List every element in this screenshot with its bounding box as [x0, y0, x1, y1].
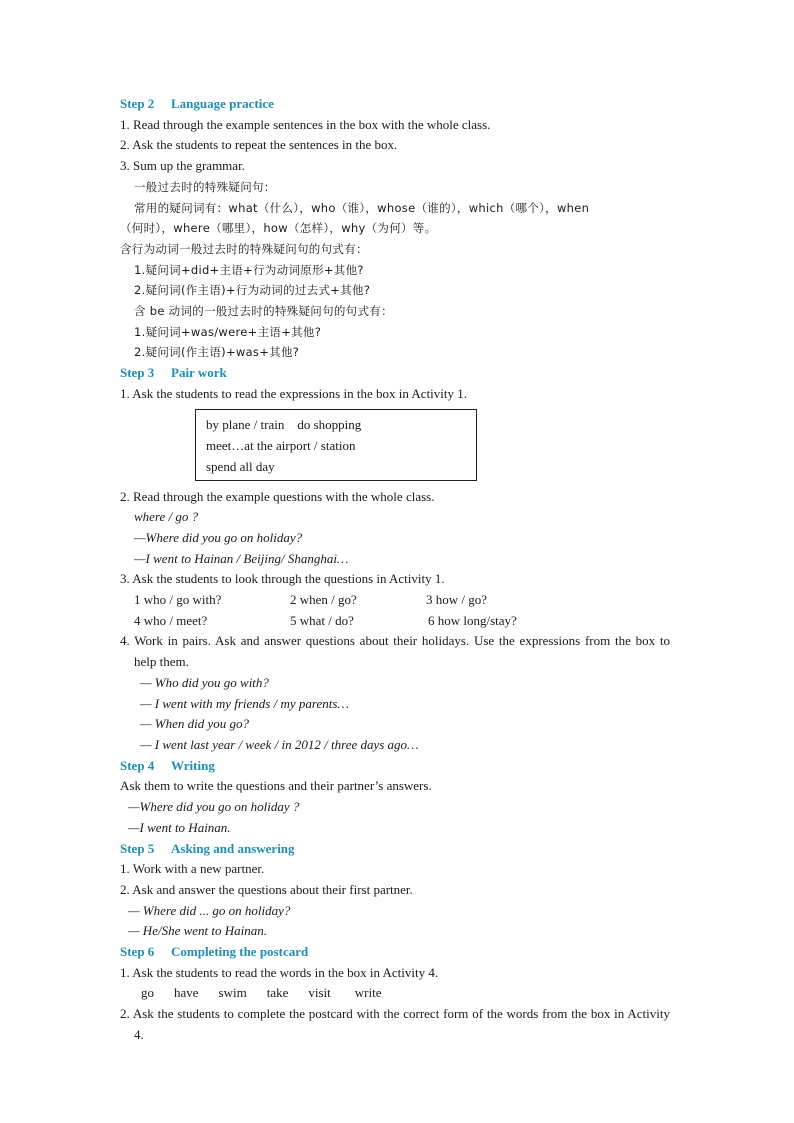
- questions-row: [120, 611, 670, 632]
- step3-item-2: 2. Read through the example questions with the whole class.: [120, 488, 435, 504]
- grammar-line: 1.疑问词+was/were+主语+其他?: [134, 324, 322, 339]
- grammar-line: 2.疑问词(作主语)+行为动词的过去式+其他?: [134, 283, 371, 298]
- step4-text: Ask them to write the questions and their partner’s answers.: [120, 778, 432, 794]
- question: 3 how / go?: [426, 592, 488, 608]
- step3-heading: [120, 363, 670, 384]
- question: 6 how long/stay?: [428, 612, 517, 628]
- step6-item-1: 1. Ask the students to read the words in the box in Activity 4.: [120, 964, 439, 980]
- step-title: Pair work: [171, 365, 227, 381]
- box-line: by plane / train do shopping: [206, 416, 362, 432]
- grammar-line: 常用的疑问词有：what（什么），who（谁），whose（谁的），which（哪个），when: [134, 200, 590, 215]
- grammar-line: 2.疑问词(作主语)+was+其他?: [134, 345, 300, 360]
- dialog-line: —Where did you go on holiday ?: [128, 799, 300, 815]
- expressions-box: [195, 409, 477, 481]
- step-number: Step 6: [120, 944, 155, 960]
- step3-item-4: 4. Work in pairs. Ask and answer questions about their holidays. Use the expressions from the box to help them.: [120, 633, 670, 670]
- example-line: —I went to Hainan / Beijing/ Shanghai…: [134, 550, 349, 566]
- step-number: Step 4: [120, 757, 155, 773]
- step-number: Step 5: [120, 840, 155, 856]
- step3-item-3: 3. Ask the students to look through the questions in Activity 1.: [120, 571, 445, 587]
- step4-heading: [120, 756, 670, 777]
- dialog-line: — Who did you go with?: [140, 674, 269, 690]
- dialog-line: —I went to Hainan.: [128, 819, 231, 835]
- example-line: —Where did you go on holiday?: [134, 529, 303, 545]
- example-line: where / go ?: [134, 509, 199, 525]
- step2-item-3: 3. Sum up the grammar.: [120, 158, 245, 174]
- step5-item-1: 1. Work with a new partner.: [120, 861, 265, 877]
- word: visit: [308, 985, 331, 1001]
- step2-heading: [120, 94, 670, 115]
- question: 5 what / do?: [290, 612, 354, 628]
- question: 1 who / go with?: [134, 592, 222, 608]
- grammar-line: 含行为动词一般过去时的特殊疑问句的句式有：: [120, 241, 368, 256]
- dialog-line: — He/She went to Hainan.: [128, 923, 268, 939]
- grammar-line: （何时），where（哪里），how（怎样），why（为何）等。: [120, 221, 437, 236]
- step2-item-1: 1. Read through the example sentences in the box with the whole class.: [120, 116, 491, 132]
- step2-item-2: 2. Ask the students to repeat the sentences in the box.: [120, 137, 398, 153]
- step-title: Language practice: [171, 96, 274, 111]
- step6-heading: [120, 942, 670, 963]
- step-number: Step 2: [120, 96, 155, 111]
- step-title: Completing the postcard: [171, 944, 309, 960]
- question: 2 when / go?: [290, 592, 357, 608]
- box-line: spend all day: [206, 458, 275, 474]
- step-title: Writing: [171, 757, 215, 773]
- word: swim: [218, 985, 247, 1001]
- step-number: Step 3: [120, 365, 155, 381]
- step3-item-1: 1. Ask the students to read the expressions in the box in Activity 1.: [120, 385, 467, 401]
- step-title: Asking and answering: [171, 840, 295, 856]
- step5-heading: [120, 839, 670, 860]
- lesson-page: [120, 94, 670, 1046]
- word: have: [174, 985, 199, 1001]
- grammar-line: 含 be 动词的一般过去时的特殊疑问句的句式有：: [134, 304, 393, 319]
- step5-item-2: 2. Ask and answer the questions about their first partner.: [120, 881, 413, 897]
- box-line: meet…at the airport / station: [206, 437, 356, 453]
- dialog-line: — I went with my friends / my parents…: [140, 695, 349, 711]
- dialog-line: — When did you go?: [140, 716, 250, 732]
- questions-row: [120, 590, 670, 611]
- question: 4 who / meet?: [134, 612, 208, 628]
- step6-item-2: 2. Ask the students to complete the postcard with the correct form of the words from the box in Activity 4.: [120, 1006, 670, 1042]
- grammar-line: 1.疑问词+did+主语+行为动词原形+其他?: [134, 262, 364, 277]
- word: write: [354, 985, 382, 1001]
- word-list: [120, 983, 670, 1004]
- dialog-line: — I went last year / week / in 2012 / three days ago…: [140, 736, 419, 752]
- word: go: [141, 985, 154, 1001]
- dialog-line: — Where did ... go on holiday?: [128, 902, 291, 918]
- word: take: [266, 985, 289, 1001]
- grammar-line: 一般过去时的特殊疑问句：: [134, 179, 276, 194]
